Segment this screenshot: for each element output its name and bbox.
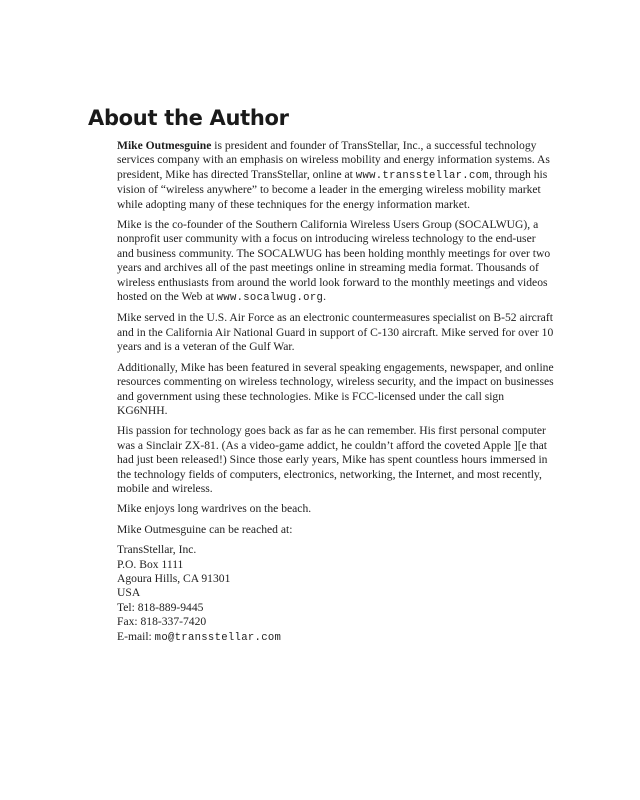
contact-address [117, 543, 555, 645]
address-tel: Tel: 818-889-9445 [117, 600, 204, 614]
bio-paragraph-5: His passion for technology goes back as far as he can remember. His first personal computer was a Sinclair ZX-81. (As a video-game addict, he couldn’t afford the coveted Apple ][e that had just been released!) Since those early years, Mike has spent countless hours immersed in the technology fields of computers, electronics, networking, the Internet, and most recently, mobile and wireless. [117, 424, 548, 495]
email-label: E-mail: [117, 629, 155, 643]
bio-paragraph-4: Additionally, Mike has been featured in several speaking engagements, newspaper, and online resources commenting on wireless technology, wireless security, and the impact on businesses and government using these technologies. Mike is FCC-licensed under the call sign KG6NHH. [117, 360, 554, 417]
bio-text: is president and founder of TransStellar, Inc., a successful technology services company with an emphasis on wireless mobility and energy information systems. As president, Mike has directed TransStellar, online at [117, 139, 550, 181]
socalwug-url: www.socalwug.org [216, 292, 324, 305]
address-country: USA [117, 586, 141, 600]
author-name: Mike Outmesguine [117, 139, 212, 152]
author-bio [117, 139, 555, 651]
bio-text: , through his vision of “wireless anywhere” to become a leader in the emerging wireless mobility market while adopting many of these techniques for the energy information market. [117, 167, 548, 211]
bio-text: Mike is the co-founder of the Southern California Wireless Users Group (SOCALWUG), a nonprofit user community with a focus on introducing wireless technology to the end-user and business community. The SOCALWUG has been holding monthly meetings for over two years and archives all of the past meetings online in streaming media format. Thousands of wireless enthusiasts from around the world look forward to the monthly meetings and videos hosted on the Web at [117, 218, 551, 304]
address-city: Agoura Hills, CA 91301 [117, 571, 231, 585]
address-email-line [117, 630, 555, 645]
address-company: TransStellar, Inc. [117, 543, 197, 557]
address-po-box: P.O. Box 1111 [117, 557, 184, 571]
email-address: mo@transstellar.com [154, 631, 282, 644]
bio-paragraph-1 [117, 139, 555, 212]
bio-text: . [323, 290, 327, 304]
bio-paragraph-7: Mike Outmesguine can be reached at: [117, 522, 293, 536]
company-url: www.transstellar.com [355, 169, 489, 182]
bio-paragraph-2 [117, 218, 555, 305]
bio-paragraph-6: Mike enjoys long wardrives on the beach. [117, 502, 312, 516]
address-fax: Fax: 818-337-7420 [117, 615, 207, 629]
page-title: About the Author [88, 106, 289, 130]
bio-paragraph-3: Mike served in the U.S. Air Force as an electronic countermeasures specialist on B-52 aircraft and in the California Air National Guard in support of C-130 aircraft. Mike served for over 10 years and is a veteran of the Gulf War. [117, 311, 554, 354]
